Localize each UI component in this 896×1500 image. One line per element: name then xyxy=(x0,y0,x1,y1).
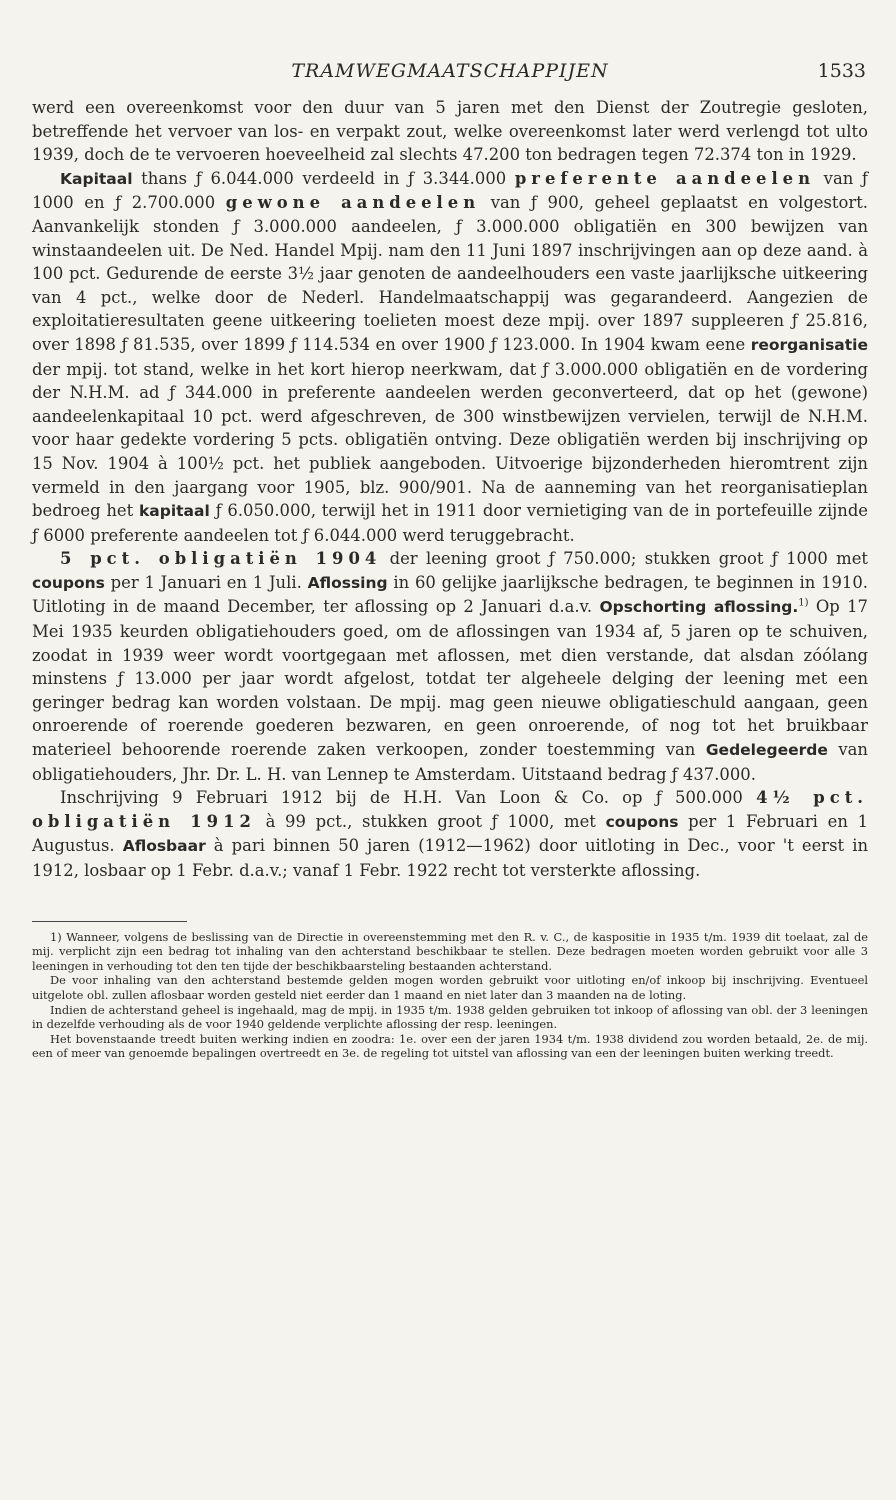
running-head xyxy=(32,56,868,96)
term-gewone-aandeelen: gewone aandeelen xyxy=(225,193,481,213)
paragraph-obligaties-1912 xyxy=(32,786,868,882)
text-span: à pari binnen 50 jaren (1912—1962) door uitloting in Dec., voor 't eerst in 1912, losbaar op 1 Febr. d.a.v.; vanaf 1 Febr. 1922 recht tot versterkte aflossing. xyxy=(32,836,869,880)
text-span: in 60 gelijke jaarlijksche bedragen, te beginnen in 1910. Uitloting in de maand December, ter aflossing op 2 Januari d.a.v. xyxy=(32,572,869,617)
term-gedelegeerde: Gedelegeerde xyxy=(705,741,828,760)
text-span: der mpij. tot stand, welke in het kort hierop neerkwam, dat ƒ 3.000.000 obligatiën en de vordering der N.H.M. ad ƒ 344.000 in preferente aandeelen werden geconverteerd, dat op het (gewone) aandeelenkapitaal 10 pct. werd afgeschreven, de 300 winstbewijzen vervielen, terwijl de N.H.M. voor haar gedekte vordering 5 pcts. obligatiën ontving. Deze obligatiën werden bij inschrijving op 15 Nov. 1904 à 100½ pct. het publiek aangeboden. Uitvoerige bijzonderheden hieromtrent zijn vermeld in den jaargang voor 1905, blz. 900/901. Na de aanneming van het reorganisatieplan bedroeg het xyxy=(32,359,868,521)
text-span: Inschrijving 9 Februari 1912 bij de H.H. Van Loon & Co. op ƒ 500.000 xyxy=(60,788,757,808)
text-span: thans ƒ 6.044.000 verdeeld in ƒ 3.344.000 xyxy=(132,168,515,188)
page-number: 1533 xyxy=(817,60,866,82)
term-aflossing: Aflossing xyxy=(307,573,388,592)
text-span: der leening groot ƒ 750.000; stukken groot ƒ 1000 met xyxy=(381,549,868,569)
footnote-4: Het bovenstaande treedt buiten werking indien en zoodra: 1e. over een der jaren 1934 t/m. 1938 dividend zou worden betaald, 2e. de mij. een of meer van genoemde bepalingen overtreedt en 3e. de regeling tot uitstel van aflossing van een der leeningen buiten werking treedt. xyxy=(32,1031,868,1061)
footnotes xyxy=(32,930,868,1061)
term-aflosbaar: Aflosbaar xyxy=(122,837,206,856)
term-reorganisatie: reorganisatie xyxy=(750,335,868,354)
running-title: TRAMWEGMAATSCHAPPIJEN xyxy=(291,60,609,82)
text-span: ƒ 6.050.000, terwijl het in 1911 door vernietiging van de in portefeuille zijnde ƒ 6000 preferente aandeelen tot ƒ 6.044.000 werd teruggebracht. xyxy=(32,501,869,545)
footnote-3: Indien de achterstand geheel is ingehaald, mag de mpij. in 1935 t/m. 1938 gelden gebruiken tot inkoop of aflossing van obl. der 3 leeningen in dezelfde verhouding als de voor 1940 geldende verplichte aflossing der resp. leeningen. xyxy=(32,1002,868,1032)
body-text xyxy=(32,96,868,883)
term-coupons: coupons xyxy=(32,573,105,592)
text-span: van ƒ 1000 en ƒ 2.700.000 xyxy=(32,168,868,213)
heading-obligaties-1912: 4½ pct. obligatiën 1912 xyxy=(32,788,869,831)
text-span: van ƒ 900, geheel geplaatst en volgestort. Aanvankelijk stonden ƒ 3.000.000 aandeelen, ƒ 3.000.000 obligatiën en 300 bewijzen van winstaandeelen uit. De Ned. Handel Mpij. nam den 11 Juni 1897 inschrijvingen aan op deze aand. à 100 pct. Gedurende de eerste 3½ jaar genoten de aandeelhouders een vaste jaarlijksche uitkeering van 4 pct., welke door de Nederl. Handelmaatschappij was gegarandeerd. Aangezien de exploitatieresultaten geene uitkeering toelieten moest deze mpij. over 1897 suppleeren ƒ 25.816, over 1898 ƒ 81.535, over 1899 ƒ 114.534 en over 1900 ƒ 123.000. In 1904 kwam eene xyxy=(32,193,869,354)
text-span: à 99 pct., stukken groot ƒ 1000, met xyxy=(255,811,606,831)
footnote-2: De voor inhaling van den achterstand bestemde gelden mogen worden gebruikt voor uitloting en/of inkoop bij inschrijving. Eventueel uitgelote obl. zullen aflosbaar worden gesteld niet eerder dan 1 maand en niet later dan 3 maanden na de loting. xyxy=(32,973,868,1002)
text-span: per 1 Februari en 1 Augustus. xyxy=(32,811,869,856)
footnote-ref: 1) xyxy=(798,598,809,609)
footnote-1: 1) Wanneer, volgens de beslissing van de Directie in overeenstemming met den R. v. C., de kaspositie in 1935 t/m. 1939 dit toelaat, zal de mij. verplicht zijn een bedrag tot inhaling van den achterstand beschikbaar te stellen. Deze bedragen moeten worden gebruikt voor alle 3 leeningen in verhouding tot den ten tijde der beschikbaarsteling bestaanden achterstand. xyxy=(32,929,868,973)
term-coupons-2: coupons xyxy=(605,812,679,831)
term-opschorting: Opschorting aflossing. xyxy=(599,598,799,617)
paragraph-kapitaal xyxy=(32,167,868,548)
term-kapitaal: Kapitaal xyxy=(60,169,133,188)
term-kapitaal-2: kapitaal xyxy=(138,502,210,521)
footnote-divider xyxy=(32,921,187,922)
text-span: van obligatiehouders, Jhr. Dr. L. H. van Lennep te Amsterdam. Uitstaand bedrag ƒ 437.000. xyxy=(32,740,868,784)
heading-obligaties-1904: 5 pct. obligatiën 1904 xyxy=(60,549,382,569)
text-span: Op 17 Mei 1935 keurden obligatiehouders goed, om de aflossingen van 1934 af, 5 jaren op te schuiven, zoodat in 1939 weer wordt voortgegaan met aflossen, met dien verstande, dat alsdan zóólang minstens ƒ 13.000 per jaar wordt afgelost, totdat ter algeheele delging der leening met een geringer bedrag kan worden volstaan. De mpij. mag geen nieuwe obligatieschuld aangaan, geen onroerende of roerende goederen bezwaren, en geen onroerende, of nog tot het bruikbaar materieel behoorende roerende zaken verkoopen, zonder toestemming van xyxy=(32,597,868,760)
paragraph-intro: werd een overeenkomst voor den duur van 5 jaren met den Dienst der Zoutregie gesloten, betreffende het vervoer van los- en verpakt zout, welke overeenkomst later werd verlengd tot ulto 1939, doch de te vervoeren hoeveelheid zal slechts 47.200 ton bedragen tegen 72.374 ton in 1929. xyxy=(32,98,868,165)
paragraph-obligaties-1904 xyxy=(32,547,868,786)
term-preferente-aandeelen: preferente aandeelen xyxy=(514,168,816,188)
text-span: per 1 Januari en 1 Juli. xyxy=(104,572,308,592)
